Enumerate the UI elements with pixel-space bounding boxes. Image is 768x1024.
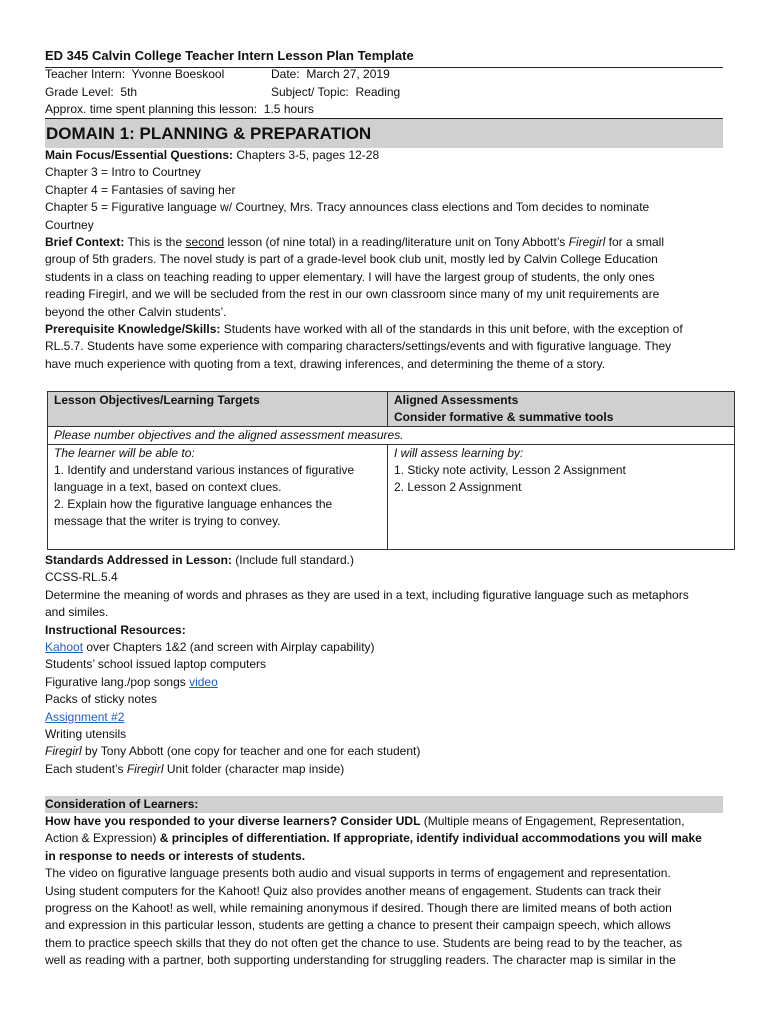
assessments-header: Aligned Assessments xyxy=(394,393,519,407)
resource-songs xyxy=(45,674,723,691)
standard-text-2: and similes. xyxy=(45,605,109,620)
learners-q2-bold: & principles of differentiation. If appropriate, identify individual accommodations you will make xyxy=(156,831,702,846)
context-line-2: group of 5th graders. The novel study is part of a grade-level book club unit, mostly led by Calvin College Education xyxy=(45,252,658,267)
resource-sticky: Packs of sticky notes xyxy=(45,692,158,707)
resource-book-title: Firegirl xyxy=(45,744,82,759)
learners-heading: Consideration of Learners: xyxy=(45,796,723,813)
chapter-5-cont: Courtney xyxy=(45,217,94,232)
objectives-cell xyxy=(48,445,388,550)
objectives-instruction: Please number objectives and the aligned assessment measures. xyxy=(48,427,735,445)
assessments-intro: I will assess learning by: xyxy=(394,446,524,460)
assessments-cell xyxy=(388,445,735,550)
resource-folder xyxy=(45,761,723,778)
prereq-line-1 xyxy=(45,321,723,338)
objectives-header-cell xyxy=(48,392,388,427)
kahoot-link[interactable]: Kahoot xyxy=(45,640,84,655)
objectives-intro: The learner will be able to: xyxy=(54,446,195,460)
learners-question-2 xyxy=(45,830,723,847)
learners-para-4: and expression in this particular lesson, students are getting a chance to present their campaign speech, which allows xyxy=(45,918,671,933)
context-text: This is the xyxy=(124,235,186,250)
subject-value: Reading xyxy=(355,85,401,99)
teacher-value: Yvonne Boeskool xyxy=(131,67,225,81)
objective-1-cont: language in a text, based on context clues. xyxy=(54,480,282,494)
standards-note: (Include full standard.) xyxy=(231,553,354,567)
lesson-date xyxy=(271,66,390,83)
context-text: for a small xyxy=(605,235,664,250)
teacher-intern xyxy=(45,66,224,83)
grade-label: Grade Level: xyxy=(45,85,114,99)
assessments-subheader: Consider formative & summative tools xyxy=(394,410,614,424)
learners-question-1 xyxy=(45,813,723,830)
prereq-line-2: RL.5.7. Students have some experience with comparing characters/settings/events and with figurative language. They xyxy=(45,339,672,354)
objective-2: 2. Explain how the figurative language enhances the xyxy=(54,497,333,511)
context-second: second xyxy=(185,235,225,250)
objective-1: 1. Identify and understand various instances of figurative xyxy=(54,463,355,477)
resource-writing: Writing utensils xyxy=(45,727,127,742)
resource-folder-pre: Each student’s xyxy=(45,761,127,776)
resource-folder-text: Unit folder (character map inside) xyxy=(163,761,345,776)
resource-songs-text: Figurative lang./pop songs xyxy=(45,674,190,689)
domain-heading: DOMAIN 1: PLANNING & PREPARATION xyxy=(45,119,723,148)
learners-para-2: Using student computers for the Kahoot! Quiz also provides another means of engagement. Students can track their xyxy=(45,883,662,898)
time-label: Approx. time spent planning this lesson: xyxy=(45,102,258,116)
objective-2-cont: message that the writer is trying to convey. xyxy=(54,514,281,528)
planning-time xyxy=(45,101,314,118)
standard-text-1: Determine the meaning of words and phrases as they are used in a text, including figurative language such as metaphors xyxy=(45,587,689,602)
prereq-label: Prerequisite Knowledge/Skills: xyxy=(45,322,221,337)
teacher-label: Teacher Intern: xyxy=(45,67,126,81)
focus-value: Chapters 3-5, pages 12-28 xyxy=(233,148,380,162)
focus-label: Main Focus/Essential Questions: xyxy=(45,148,234,162)
context-line-1 xyxy=(45,234,723,251)
time-value: 1.5 hours xyxy=(263,102,314,116)
standards-label: Standards Addressed in Lesson: xyxy=(45,553,232,567)
resource-kahoot-text: over Chapters 1&2 (and screen with Airplay capability) xyxy=(83,640,375,655)
context-line-3: students in a class on teaching reading to upper elementary. I will have the largest group of students, the only ones xyxy=(45,269,655,284)
subject-label: Subject/ Topic: xyxy=(271,85,349,99)
context-label: Brief Context: xyxy=(45,235,125,250)
video-link[interactable]: video xyxy=(189,674,218,689)
date-label: Date: xyxy=(271,67,300,81)
subject-topic xyxy=(271,84,400,101)
learners-para-3: progress on the Kahoot! as well, while remaining anonymous if desired. Though there are limited means of both action xyxy=(45,901,672,916)
resource-laptops: Students’ school issued laptop computers xyxy=(45,657,267,672)
standards-resources-section xyxy=(45,552,723,778)
assessment-1: 1. Sticky note activity, Lesson 2 Assignment xyxy=(394,463,626,477)
context-line-4: reading Firegirl, and we will be secluded from the rest in our own classroom since many of my unit requirements are xyxy=(45,287,660,302)
assessments-header-cell xyxy=(388,392,735,427)
learners-para-5: them to practice speech skills that they do not often get the chance to use. Students are being read to by the teacher, as xyxy=(45,935,683,950)
learners-para-6: well as reading with a partner, both supporting understanding for struggling readers. The character map is similar in the xyxy=(45,953,676,968)
learners-question-3: in response to needs or interests of students. xyxy=(45,848,306,863)
learners-section xyxy=(45,813,723,970)
objectives-header: Lesson Objectives/Learning Targets xyxy=(54,393,260,407)
prereq-line-3: have much experience with quoting from a text, drawing inferences, and determining the theme of a story. xyxy=(45,356,606,371)
document-title: ED 345 Calvin College Teacher Intern Lesson Plan Template xyxy=(45,48,414,63)
assignment-link[interactable]: Assignment #2 xyxy=(45,709,125,724)
resource-assignment xyxy=(45,709,723,726)
date-value: March 27, 2019 xyxy=(306,67,390,81)
context-line-5: beyond the other Calvin students’. xyxy=(45,304,227,319)
learners-q2-text: Action & Expression) xyxy=(45,831,157,846)
focus-line xyxy=(45,147,723,164)
resource-folder-book: Firegirl xyxy=(126,761,164,776)
learners-q1-bold: How have you responded to your diverse learners? Consider UDL xyxy=(45,814,421,828)
context-book-title: Firegirl xyxy=(568,235,606,250)
resource-book-text: by Tony Abbott (one copy for teacher and one for each student) xyxy=(81,744,421,759)
resource-kahoot xyxy=(45,639,723,656)
objectives-table xyxy=(47,391,735,550)
prereq-text: Students have worked with all of the standards in this unit before, with the exception of xyxy=(220,322,683,337)
chapter-3: Chapter 3 = Intro to Courtney xyxy=(45,165,201,180)
resources-label: Instructional Resources: xyxy=(45,622,186,637)
chapter-4: Chapter 4 = Fantasies of saving her xyxy=(45,182,236,197)
learners-q1-text: (Multiple means of Engagement, Representation, xyxy=(420,814,685,828)
resource-book xyxy=(45,743,723,760)
learners-para-1: The video on figurative language presents both audio and visual supports in terms of engagement and representation. xyxy=(45,866,671,881)
context-text: lesson (of nine total) in a reading/literature unit on Tony Abbott’s xyxy=(224,235,569,250)
grade-value: 5th xyxy=(120,85,138,99)
standard-code: CCSS-RL.5.4 xyxy=(45,570,118,585)
main-focus-section xyxy=(45,147,723,373)
assessment-2: 2. Lesson 2 Assignment xyxy=(394,480,522,494)
grade-level xyxy=(45,84,137,101)
chapter-5: Chapter 5 = Figurative language w/ Courtney, Mrs. Tracy announces class elections and Tom decides to nominate xyxy=(45,200,650,215)
standards-line xyxy=(45,552,723,569)
